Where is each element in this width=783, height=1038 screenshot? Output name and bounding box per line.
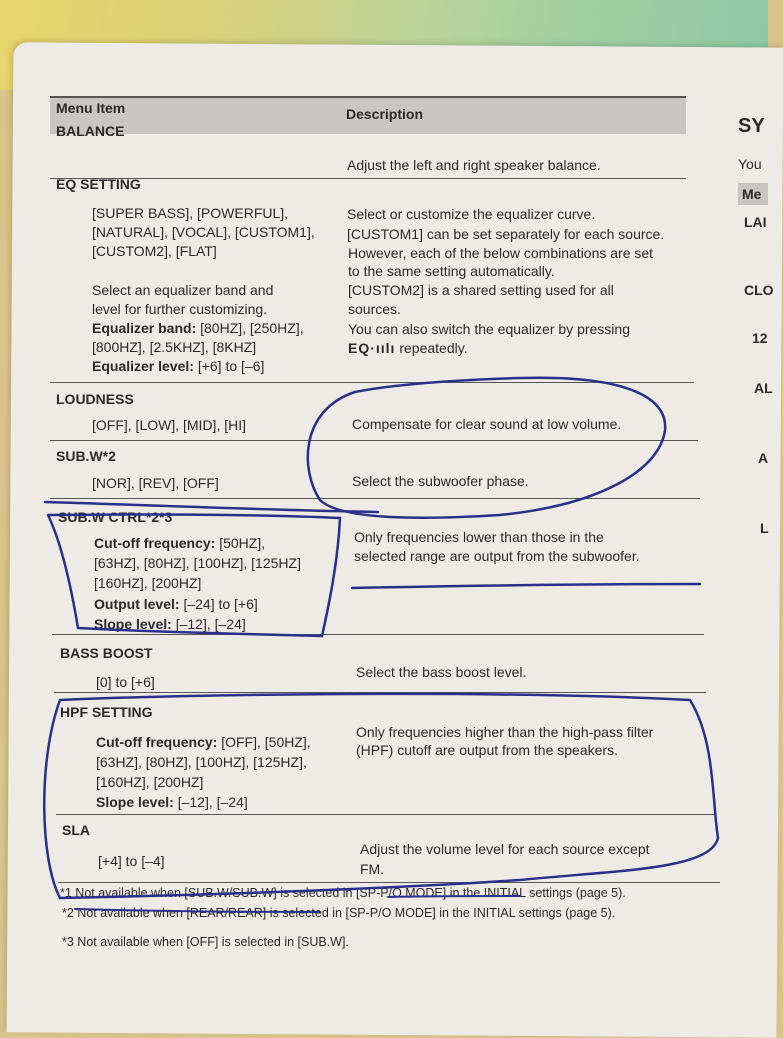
subw-options: [NOR], [REV], [OFF] [92, 475, 219, 491]
ink-circle-loudness [308, 378, 665, 518]
eq-button-icon: EQ·ıılı [348, 340, 396, 356]
hpf-slope-value: [–12], [–24] [173, 794, 248, 810]
hpf-desc-line: (HPF) cutoff are output from the speakers. [356, 742, 618, 758]
hpf-cutoff-value: [OFF], [50HZ], [217, 734, 311, 750]
hpf-slope-label: Slope level: [96, 794, 174, 810]
balance-desc: Adjust the left and right speaker balance. [347, 157, 601, 173]
eq-desc-line: [CUSTOM2] is a shared setting used for all [348, 282, 614, 298]
eq-desc-line: Select or customize the equalizer curve. [347, 206, 596, 222]
subw-title: SUB.W*2 [56, 448, 116, 464]
ink-line-subwctrl [352, 584, 700, 588]
ink-strike-footnote [75, 909, 320, 912]
sla-desc-line: Adjust the volume level for each source except [360, 841, 650, 857]
header-menu-item: Menu Item [56, 100, 126, 116]
subwctrl-output-value: [–24] to [+6] [179, 596, 258, 612]
loudness-desc: Compensate for clear sound at low volume. [352, 416, 622, 432]
eq-desc-text: repeatedly. [395, 340, 468, 356]
next-page-item: 12 [752, 330, 768, 346]
next-page-header-text: Me [742, 186, 762, 202]
eq-select-line: level for further customizing. [92, 301, 268, 317]
eq-desc-line: to the same setting automatically. [348, 263, 555, 279]
subwctrl-slope-value: [–12], [–24] [171, 616, 246, 632]
next-page-item: LAI [744, 214, 767, 230]
header-description: Description [346, 106, 424, 122]
footnote-2: *2 Not available when [REAR/REAR] is selected in [SP-P/O MODE] in the INITIAL settings (page 5). [62, 906, 616, 920]
ink-box-subwctrl [48, 514, 340, 636]
eq-desc-line: sources. [348, 301, 401, 317]
eq-title: EQ SETTING [56, 176, 141, 192]
bassboost-desc: Select the bass boost level. [356, 664, 527, 680]
eq-level-value: [+6] to [–6] [193, 358, 265, 374]
eq-opt-line: [NATURAL], [VOCAL], [CUSTOM1], [92, 224, 315, 240]
ink-strike-footnote [388, 896, 520, 897]
subwctrl-cutoff-value: [50HZ], [215, 535, 266, 551]
ink-loop-hpf-sla [44, 694, 718, 898]
subwctrl-cutoff-line: [63HZ], [80HZ], [100HZ], [125HZ] [94, 555, 301, 571]
subw-desc: Select the subwoofer phase. [352, 473, 529, 489]
subwctrl-desc-line: Only frequencies lower than those in the [354, 529, 604, 545]
next-page-item: A [758, 450, 769, 466]
hpf-cutoff-line: [160HZ], [200HZ] [96, 774, 204, 790]
eq-opt-line: [SUPER BASS], [POWERFUL], [92, 205, 289, 221]
next-page-item: CLO [744, 282, 774, 298]
eq-band-line: [800HZ], [2.5KHZ], [8KHZ] [92, 339, 257, 355]
loudness-title: LOUDNESS [56, 391, 134, 407]
balance-title: BALANCE [56, 123, 125, 139]
subwctrl-cutoff-line: [160HZ], [200HZ] [94, 575, 202, 591]
eq-band-label: Equalizer band: [92, 320, 197, 336]
next-page-item: AL [754, 380, 773, 396]
eq-level-label: Equalizer level: [92, 358, 194, 374]
hpf-desc-line: Only frequencies higher than the high-pass filter [356, 724, 654, 740]
eq-opt-line: [CUSTOM2], [FLAT] [92, 243, 217, 259]
sla-title: SLA [62, 822, 90, 838]
next-page-text: You [738, 156, 762, 172]
subwctrl-desc-line: selected range are output from the subwoofer. [354, 548, 640, 564]
eq-desc-line: You can also switch the equalizer by pressing [348, 321, 630, 337]
next-page-item: L [760, 520, 769, 536]
subwctrl-slope-label: Slope level: [94, 616, 172, 632]
subwctrl-cutoff-label: Cut-off frequency: [94, 535, 216, 551]
hpf-cutoff-label: Cut-off frequency: [96, 734, 218, 750]
sla-options: [+4] to [–4] [98, 853, 165, 869]
bassboost-title: BASS BOOST [60, 645, 153, 661]
footnote-1: *1 Not available when [SUB.W/SUB.W] is selected in [SP-P/O MODE] in the INITIAL settings (page 5). [60, 886, 626, 900]
loudness-options: [OFF], [LOW], [MID], [HI] [92, 417, 246, 433]
eq-band-value: [80HZ], [250HZ], [196, 320, 304, 336]
next-page-heading: SY [738, 115, 765, 137]
eq-desc-line: [CUSTOM1] can be set separately for each source. [347, 226, 665, 242]
footnote-3: *3 Not available when [OFF] is selected in [SUB.W]. [62, 935, 349, 949]
eq-desc-line: However, each of the below combinations are set [348, 245, 654, 261]
hpf-title: HPF SETTING [60, 704, 153, 720]
eq-select-line: Select an equalizer band and [92, 282, 274, 298]
bassboost-options: [0] to [+6] [96, 674, 155, 690]
subwctrl-title: SUB.W CTRL*2*3 [58, 509, 173, 525]
ink-underline-subw [45, 502, 378, 512]
subwctrl-output-label: Output level: [94, 596, 180, 612]
hpf-cutoff-line: [63HZ], [80HZ], [100HZ], [125HZ], [96, 754, 307, 770]
sla-desc-line: FM. [360, 861, 385, 877]
